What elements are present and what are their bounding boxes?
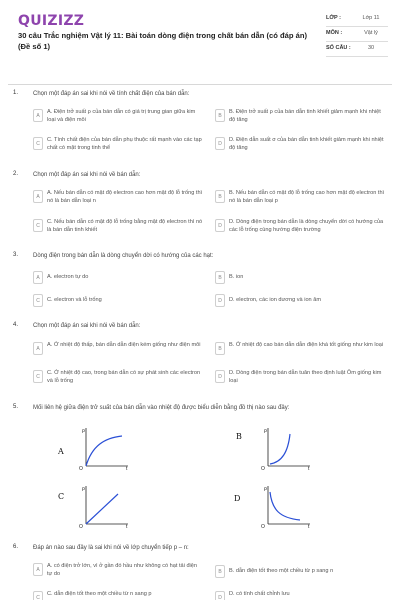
option-text: B. ion — [229, 274, 244, 280]
question-number: 5. — [13, 404, 19, 410]
option-letter: B — [215, 342, 225, 355]
option-text: D. có tính chất chỉnh lưu — [229, 591, 290, 597]
graph-axis-y: ρ — [264, 428, 267, 434]
option-b[interactable] — [215, 341, 385, 355]
meta-key: SỐ CÂU : — [326, 45, 351, 51]
meta-row-class — [326, 12, 388, 27]
option-letter: B — [215, 271, 225, 284]
graph-d — [252, 482, 312, 528]
graph-a — [70, 424, 130, 470]
option-letter: A — [33, 109, 43, 122]
question-number: 3. — [13, 252, 19, 258]
option-text: C. Nếu bán dẫn có mật độ lỗ trống bằng mật độ electron thì nó là bán dẫn tinh khiết — [47, 219, 203, 233]
graph-origin: O — [261, 466, 265, 470]
option-b[interactable] — [215, 270, 385, 284]
graph-origin: O — [261, 524, 265, 528]
graph-c — [70, 482, 130, 528]
question-number: 6. — [13, 544, 19, 550]
option-c[interactable] — [33, 293, 203, 307]
graph-origin: O — [79, 466, 83, 470]
graph-b — [252, 424, 312, 470]
option-letter: A — [33, 563, 43, 576]
graph-label-d: D — [234, 494, 241, 503]
option-letter: B — [215, 109, 225, 122]
option-b[interactable] — [215, 189, 385, 205]
meta-key: LỚP : — [326, 15, 341, 21]
option-a[interactable] — [33, 341, 203, 355]
option-text: C. Tính chất điện của bán dẫn phụ thuộc rất mạnh vào các tạp chất có mặt trong tinh thể — [47, 137, 202, 151]
option-text: C. electron và lỗ trống — [47, 297, 102, 303]
graph-axis-x: t — [308, 524, 310, 528]
question-text: Chọn một đáp án sai khi nói về tính chất điện của bán dẫn: — [33, 91, 190, 97]
graph-axis-x: t — [126, 524, 128, 528]
option-text: C. dẫn điện tốt theo một chiều từ n sang p — [47, 591, 152, 597]
graph-axis-y: ρ — [264, 486, 267, 492]
option-d[interactable] — [215, 369, 385, 385]
option-b[interactable] — [215, 564, 385, 578]
question-text: Mối liên hệ giữa điện trở suất của bán dẫn vào nhiệt độ được biểu diễn bằng đồ thị nào sau đây: — [33, 405, 290, 411]
graph-origin: O — [79, 524, 83, 528]
graph-axis-x: t — [126, 466, 128, 470]
option-text: C. Ở nhiệt độ cao, trong bán dẫn có sự phát sinh các electron và lỗ trống — [47, 370, 201, 384]
option-c[interactable] — [33, 136, 203, 152]
option-a[interactable] — [33, 562, 203, 578]
option-letter: C — [33, 137, 43, 150]
meta-row-count — [326, 42, 388, 57]
option-text: D. Điện dẫn suất σ của bán dẫn tinh khiết giảm mạnh khi nhiệt độ tăng — [229, 137, 384, 151]
option-letter: D — [215, 591, 225, 600]
option-letter: C — [33, 294, 43, 307]
question-text: Chọn một đáp án sai khi nói về bán dẫn: — [33, 323, 141, 329]
option-letter: A — [33, 342, 43, 355]
meta-row-subject — [326, 27, 388, 42]
quizizz-logo[interactable]: QUIZIZZ — [18, 13, 85, 29]
header-divider — [8, 84, 392, 85]
page-title: 30 câu Trắc nghiệm Vật lý 11: Bài toán dòng điện trong chất bán dẫn (có đáp án) (Đề số 1) — [18, 31, 308, 51]
meta-value: Vật lý — [364, 30, 378, 36]
option-letter: C — [33, 591, 43, 600]
graph-axis-x: t — [308, 466, 310, 470]
question-text: Chọn một đáp án sai khi nói về bán dẫn: — [33, 172, 141, 178]
option-letter: A — [33, 190, 43, 203]
option-letter: B — [215, 565, 225, 578]
option-text: B. Điện trở suất ρ của bán dẫn tinh khiết giảm mạnh khi nhiệt độ tăng — [229, 109, 381, 123]
option-d[interactable] — [215, 136, 385, 152]
option-c[interactable] — [33, 218, 203, 234]
graph-label-c: C — [58, 492, 65, 501]
option-text: A. Ở nhiệt độ thấp, bán dẫn dẫn điện kém giống như điện môi — [47, 342, 201, 348]
option-c[interactable] — [33, 369, 203, 385]
option-letter: D — [215, 219, 225, 232]
meta-value: Lớp 11 — [362, 15, 380, 21]
graph-axis-y: ρ — [82, 486, 85, 492]
option-text: B. Ở nhiệt độ cao bán dẫn dẫn điện khá tốt giống như kim loại — [229, 342, 384, 348]
graph-axis-y: ρ — [82, 428, 85, 434]
question-number: 2. — [13, 171, 19, 177]
option-text: D. electron, các ion dương và ion âm — [229, 297, 321, 303]
option-c[interactable] — [33, 590, 203, 600]
meta-info — [326, 12, 388, 57]
question-text: Dòng điện trong bán dẫn là dòng chuyển dời có hướng của các hạt: — [33, 253, 214, 259]
meta-value: 30 — [367, 45, 375, 51]
option-letter: C — [33, 370, 43, 383]
option-a[interactable] — [33, 270, 203, 284]
option-letter: B — [215, 190, 225, 203]
option-text: A. Điện trở suất ρ của bán dẫn có giá trị trung gian giữa kim loại và điện môi — [47, 109, 196, 123]
option-d[interactable] — [215, 218, 385, 234]
graph-label-b: B — [236, 432, 242, 441]
option-text: A. Nếu bán dẫn có mật độ electron cao hơn mật độ lỗ trống thì nó là bán dẫn loại n — [47, 190, 203, 204]
graph-label-a: A — [58, 447, 64, 456]
option-b[interactable] — [215, 108, 385, 124]
option-text: B. dẫn điện tốt theo một chiều từ p sang n — [229, 568, 334, 574]
option-letter: A — [33, 271, 43, 284]
option-letter: C — [33, 219, 43, 232]
option-d[interactable] — [215, 293, 385, 307]
question-number: 4. — [13, 322, 19, 328]
option-letter: D — [215, 294, 225, 307]
option-d[interactable] — [215, 590, 385, 600]
option-a[interactable] — [33, 189, 203, 205]
option-text: D. Dòng điện trong bán dẫn tuân theo định luật Ôm giống kim loại — [229, 370, 382, 384]
question-number: 1. — [13, 90, 19, 96]
option-text: D. Dòng điện trong bán dẫn là dòng chuyển dời có hướng của các lỗ trống cùng hướng điện trường — [229, 219, 384, 233]
option-letter: D — [215, 137, 225, 150]
option-text: B. Nếu bán dẫn có mật độ lỗ trống cao hơn mật độ electron thì nó là bán dẫn loại p — [229, 190, 385, 204]
option-text: A. có điện trở lớn, vì ở gần đó hầu như không có hạt tải điện tự do — [47, 563, 198, 577]
option-text: A. electron tự do — [47, 274, 89, 280]
question-text: Đáp án nào sau đây là sai khi nói về lớp chuyển tiếp p – n: — [33, 545, 189, 551]
header — [0, 0, 400, 80]
option-letter: D — [215, 370, 225, 383]
meta-key: MÔN : — [326, 30, 343, 36]
option-a[interactable] — [33, 108, 203, 124]
